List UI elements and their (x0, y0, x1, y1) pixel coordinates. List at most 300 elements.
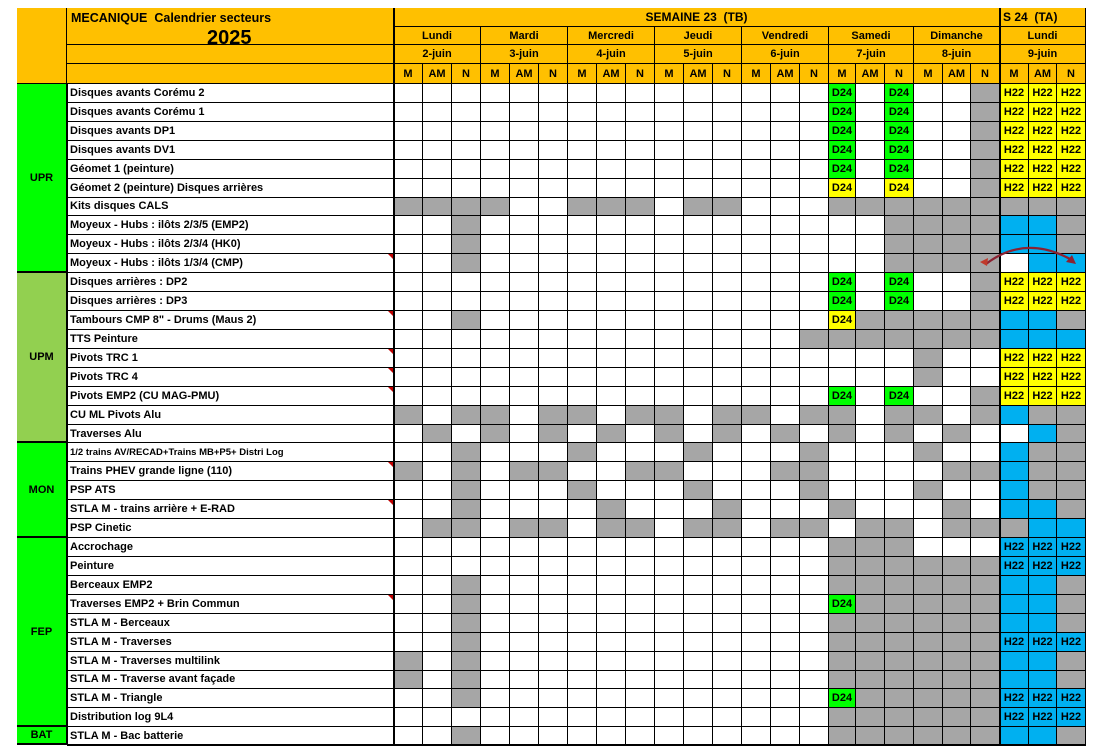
schedule-cell[interactable] (452, 500, 481, 519)
row-label[interactable]: Tambours CMP 8" - Drums (Maus 2) (67, 311, 394, 330)
schedule-cell[interactable] (510, 633, 539, 652)
schedule-cell[interactable] (742, 160, 771, 179)
schedule-cell[interactable] (856, 595, 885, 614)
schedule-cell[interactable] (1000, 671, 1029, 690)
schedule-cell[interactable] (539, 425, 568, 444)
schedule-cell[interactable]: H22 (1000, 84, 1029, 103)
schedule-cell[interactable] (481, 84, 510, 103)
schedule-cell[interactable] (771, 538, 800, 557)
schedule-cell[interactable] (713, 481, 742, 500)
schedule-cell[interactable]: D24 (829, 595, 856, 614)
schedule-cell[interactable] (742, 141, 771, 160)
schedule-cell[interactable] (742, 652, 771, 671)
schedule-cell[interactable] (771, 216, 800, 235)
schedule-cell[interactable] (394, 84, 423, 103)
schedule-cell[interactable] (914, 84, 943, 103)
schedule-cell[interactable] (1057, 462, 1086, 481)
schedule-cell[interactable] (597, 198, 626, 217)
schedule-cell[interactable] (394, 235, 423, 254)
schedule-cell[interactable] (856, 443, 885, 462)
schedule-cell[interactable]: H22 (1057, 368, 1086, 387)
schedule-cell[interactable] (655, 349, 684, 368)
schedule-cell[interactable]: H22 (1000, 292, 1029, 311)
schedule-cell[interactable] (800, 727, 829, 745)
schedule-cell[interactable] (626, 141, 655, 160)
schedule-cell[interactable] (394, 349, 423, 368)
schedule-cell[interactable] (539, 273, 568, 292)
schedule-cell[interactable] (684, 330, 713, 349)
schedule-cell[interactable]: H22 (1000, 708, 1029, 727)
schedule-cell[interactable] (452, 198, 481, 217)
schedule-cell[interactable] (885, 557, 914, 576)
schedule-cell[interactable] (971, 689, 1000, 708)
row-label[interactable]: Moyeux - Hubs : ilôts 1/3/4 (CMP) (67, 254, 394, 273)
schedule-cell[interactable] (481, 689, 510, 708)
schedule-cell[interactable] (885, 330, 914, 349)
schedule-cell[interactable] (914, 160, 943, 179)
schedule-cell[interactable] (1029, 311, 1057, 330)
schedule-cell[interactable] (510, 614, 539, 633)
schedule-cell[interactable] (481, 708, 510, 727)
schedule-cell[interactable] (510, 292, 539, 311)
schedule-cell[interactable] (800, 538, 829, 557)
sector-label-fep[interactable]: FEP (17, 538, 67, 727)
row-label[interactable]: PSP Cinetic (67, 519, 394, 538)
schedule-cell[interactable] (655, 84, 684, 103)
row-label[interactable]: Peinture (67, 557, 394, 576)
schedule-cell[interactable] (539, 160, 568, 179)
schedule-cell[interactable] (829, 349, 856, 368)
schedule-cell[interactable] (856, 368, 885, 387)
schedule-cell[interactable]: H22 (1000, 689, 1029, 708)
shift-header[interactable]: AM (684, 64, 713, 84)
schedule-cell[interactable] (626, 538, 655, 557)
schedule-cell[interactable] (626, 216, 655, 235)
schedule-cell[interactable] (597, 406, 626, 425)
schedule-cell[interactable] (885, 462, 914, 481)
day-date-6[interactable]: 7-juin (829, 45, 914, 64)
schedule-cell[interactable]: H22 (1057, 122, 1086, 141)
schedule-cell[interactable] (423, 633, 452, 652)
schedule-cell[interactable] (800, 368, 829, 387)
schedule-cell[interactable] (1029, 330, 1057, 349)
schedule-cell[interactable] (481, 141, 510, 160)
schedule-cell[interactable] (684, 671, 713, 690)
schedule-cell[interactable] (713, 368, 742, 387)
schedule-cell[interactable] (394, 330, 423, 349)
schedule-cell[interactable] (481, 235, 510, 254)
schedule-cell[interactable] (800, 462, 829, 481)
schedule-cell[interactable] (800, 179, 829, 198)
schedule-cell[interactable] (655, 500, 684, 519)
schedule-cell[interactable] (539, 727, 568, 745)
schedule-cell[interactable] (771, 141, 800, 160)
schedule-cell[interactable] (971, 538, 1000, 557)
row-label[interactable]: Disques arrières : DP2 (67, 273, 394, 292)
schedule-cell[interactable] (885, 614, 914, 633)
schedule-cell[interactable] (568, 727, 597, 745)
schedule-cell[interactable] (914, 538, 943, 557)
schedule-cell[interactable] (655, 292, 684, 311)
schedule-cell[interactable] (568, 292, 597, 311)
schedule-cell[interactable] (510, 103, 539, 122)
schedule-cell[interactable] (713, 254, 742, 273)
schedule-cell[interactable]: H22 (1000, 633, 1029, 652)
schedule-cell[interactable] (423, 481, 452, 500)
schedule-cell[interactable] (856, 122, 885, 141)
schedule-cell[interactable] (655, 216, 684, 235)
schedule-cell[interactable] (742, 198, 771, 217)
schedule-cell[interactable] (771, 708, 800, 727)
schedule-cell[interactable] (655, 141, 684, 160)
schedule-cell[interactable] (568, 614, 597, 633)
schedule-cell[interactable] (800, 576, 829, 595)
schedule-cell[interactable] (771, 576, 800, 595)
schedule-cell[interactable] (856, 216, 885, 235)
schedule-cell[interactable] (713, 689, 742, 708)
schedule-cell[interactable] (971, 425, 1000, 444)
schedule-cell[interactable] (713, 576, 742, 595)
schedule-cell[interactable] (626, 160, 655, 179)
schedule-cell[interactable] (684, 708, 713, 727)
schedule-cell[interactable] (885, 368, 914, 387)
shift-header[interactable]: M (829, 64, 856, 84)
schedule-cell[interactable] (423, 198, 452, 217)
schedule-cell[interactable] (914, 727, 943, 745)
schedule-cell[interactable] (742, 727, 771, 745)
schedule-cell[interactable] (626, 254, 655, 273)
schedule-cell[interactable] (481, 103, 510, 122)
row-label[interactable]: Géomet 1 (peinture) (67, 160, 394, 179)
schedule-cell[interactable] (655, 273, 684, 292)
schedule-cell[interactable] (713, 349, 742, 368)
schedule-cell[interactable] (568, 500, 597, 519)
schedule-cell[interactable] (885, 633, 914, 652)
schedule-cell[interactable] (394, 671, 423, 690)
day-date-5[interactable]: 6-juin (742, 45, 829, 64)
row-label[interactable]: Traverses EMP2 + Brin Commun (67, 595, 394, 614)
schedule-cell[interactable] (481, 254, 510, 273)
schedule-cell[interactable]: D24 (829, 160, 856, 179)
schedule-cell[interactable]: H22 (1029, 633, 1057, 652)
schedule-cell[interactable] (626, 481, 655, 500)
schedule-cell[interactable] (510, 387, 539, 406)
schedule-cell[interactable] (943, 103, 971, 122)
row-label[interactable]: Berceaux EMP2 (67, 576, 394, 595)
schedule-cell[interactable] (856, 481, 885, 500)
schedule-cell[interactable] (771, 406, 800, 425)
schedule-cell[interactable] (1057, 727, 1086, 745)
schedule-cell[interactable] (771, 481, 800, 500)
schedule-cell[interactable] (597, 160, 626, 179)
schedule-cell[interactable] (423, 179, 452, 198)
shift-header[interactable]: AM (510, 64, 539, 84)
schedule-cell[interactable] (626, 576, 655, 595)
schedule-cell[interactable] (539, 406, 568, 425)
schedule-cell[interactable] (597, 216, 626, 235)
schedule-cell[interactable]: H22 (1057, 292, 1086, 311)
schedule-cell[interactable] (885, 708, 914, 727)
schedule-cell[interactable] (914, 330, 943, 349)
schedule-cell[interactable] (943, 141, 971, 160)
schedule-cell[interactable] (1000, 216, 1029, 235)
schedule-cell[interactable] (539, 179, 568, 198)
schedule-cell[interactable] (914, 103, 943, 122)
schedule-cell[interactable] (914, 122, 943, 141)
shift-header[interactable]: AM (856, 64, 885, 84)
schedule-cell[interactable] (1057, 330, 1086, 349)
schedule-cell[interactable] (943, 633, 971, 652)
schedule-cell[interactable]: H22 (1000, 538, 1029, 557)
schedule-cell[interactable]: D24 (885, 160, 914, 179)
schedule-cell[interactable] (829, 368, 856, 387)
schedule-cell[interactable] (394, 538, 423, 557)
schedule-cell[interactable] (971, 671, 1000, 690)
schedule-cell[interactable] (971, 330, 1000, 349)
schedule-cell[interactable] (510, 254, 539, 273)
schedule-cell[interactable]: H22 (1029, 84, 1057, 103)
schedule-cell[interactable] (771, 254, 800, 273)
schedule-cell[interactable] (597, 443, 626, 462)
schedule-cell[interactable] (914, 292, 943, 311)
schedule-cell[interactable] (655, 462, 684, 481)
schedule-cell[interactable] (510, 141, 539, 160)
schedule-cell[interactable]: D24 (829, 84, 856, 103)
schedule-cell[interactable]: H22 (1057, 179, 1086, 198)
shift-header[interactable]: N (800, 64, 829, 84)
schedule-cell[interactable] (771, 368, 800, 387)
schedule-cell[interactable]: H22 (1029, 160, 1057, 179)
schedule-cell[interactable] (771, 273, 800, 292)
schedule-cell[interactable] (510, 500, 539, 519)
schedule-cell[interactable] (423, 216, 452, 235)
schedule-cell[interactable] (800, 235, 829, 254)
schedule-cell[interactable] (914, 557, 943, 576)
schedule-cell[interactable] (568, 198, 597, 217)
schedule-cell[interactable] (452, 538, 481, 557)
schedule-cell[interactable] (713, 198, 742, 217)
schedule-cell[interactable] (626, 103, 655, 122)
schedule-cell[interactable]: H22 (1000, 160, 1029, 179)
schedule-cell[interactable] (539, 349, 568, 368)
schedule-cell[interactable] (771, 292, 800, 311)
schedule-cell[interactable] (771, 160, 800, 179)
schedule-cell[interactable] (971, 198, 1000, 217)
schedule-cell[interactable] (655, 254, 684, 273)
schedule-cell[interactable] (626, 84, 655, 103)
schedule-cell[interactable] (568, 671, 597, 690)
schedule-cell[interactable] (885, 235, 914, 254)
schedule-cell[interactable] (539, 235, 568, 254)
schedule-cell[interactable]: H22 (1057, 160, 1086, 179)
schedule-cell[interactable] (626, 425, 655, 444)
schedule-cell[interactable] (510, 273, 539, 292)
schedule-cell[interactable] (539, 481, 568, 500)
schedule-cell[interactable] (742, 349, 771, 368)
schedule-cell[interactable] (597, 481, 626, 500)
schedule-cell[interactable]: D24 (829, 292, 856, 311)
schedule-cell[interactable]: D24 (829, 141, 856, 160)
schedule-cell[interactable] (856, 103, 885, 122)
schedule-cell[interactable] (856, 462, 885, 481)
schedule-cell[interactable] (742, 595, 771, 614)
schedule-cell[interactable] (452, 689, 481, 708)
schedule-cell[interactable] (914, 500, 943, 519)
schedule-cell[interactable] (655, 595, 684, 614)
schedule-cell[interactable] (684, 652, 713, 671)
schedule-cell[interactable] (452, 141, 481, 160)
schedule-cell[interactable] (914, 311, 943, 330)
schedule-cell[interactable] (626, 462, 655, 481)
schedule-cell[interactable] (568, 216, 597, 235)
schedule-cell[interactable] (684, 425, 713, 444)
schedule-cell[interactable] (771, 425, 800, 444)
schedule-cell[interactable] (423, 614, 452, 633)
schedule-cell[interactable] (626, 595, 655, 614)
schedule-cell[interactable] (394, 652, 423, 671)
schedule-cell[interactable] (914, 481, 943, 500)
schedule-cell[interactable] (394, 443, 423, 462)
schedule-cell[interactable] (481, 671, 510, 690)
schedule-cell[interactable] (452, 160, 481, 179)
schedule-cell[interactable] (481, 652, 510, 671)
schedule-cell[interactable] (713, 292, 742, 311)
schedule-cell[interactable] (713, 500, 742, 519)
schedule-cell[interactable] (539, 576, 568, 595)
schedule-cell[interactable] (971, 141, 1000, 160)
schedule-cell[interactable]: D24 (885, 103, 914, 122)
schedule-cell[interactable] (971, 160, 1000, 179)
schedule-cell[interactable] (539, 614, 568, 633)
schedule-cell[interactable] (885, 443, 914, 462)
schedule-cell[interactable] (943, 179, 971, 198)
schedule-cell[interactable] (655, 179, 684, 198)
schedule-cell[interactable] (1057, 576, 1086, 595)
schedule-cell[interactable] (452, 443, 481, 462)
schedule-cell[interactable] (829, 216, 856, 235)
schedule-cell[interactable] (452, 727, 481, 745)
schedule-cell[interactable] (742, 671, 771, 690)
schedule-cell[interactable] (684, 349, 713, 368)
schedule-cell[interactable] (539, 708, 568, 727)
shift-header[interactable]: AM (943, 64, 971, 84)
schedule-cell[interactable] (452, 652, 481, 671)
schedule-cell[interactable] (626, 273, 655, 292)
schedule-cell[interactable] (800, 292, 829, 311)
schedule-cell[interactable] (829, 330, 856, 349)
schedule-cell[interactable] (423, 671, 452, 690)
schedule-cell[interactable] (568, 443, 597, 462)
schedule-cell[interactable] (1029, 671, 1057, 690)
day-name-1[interactable]: Lundi (394, 27, 481, 45)
schedule-cell[interactable] (800, 425, 829, 444)
schedule-cell[interactable] (481, 595, 510, 614)
row-label[interactable]: Moyeux - Hubs : ilôts 2/3/4 (HK0) (67, 235, 394, 254)
schedule-cell[interactable]: H22 (1057, 103, 1086, 122)
schedule-cell[interactable] (626, 652, 655, 671)
schedule-cell[interactable] (655, 425, 684, 444)
row-label[interactable]: TTS Peinture (67, 330, 394, 349)
schedule-cell[interactable] (943, 519, 971, 538)
schedule-cell[interactable] (394, 689, 423, 708)
schedule-cell[interactable] (856, 708, 885, 727)
schedule-cell[interactable] (394, 292, 423, 311)
schedule-cell[interactable] (597, 141, 626, 160)
row-label[interactable]: Pivots TRC 4 (67, 368, 394, 387)
schedule-cell[interactable] (1029, 425, 1057, 444)
schedule-cell[interactable] (452, 481, 481, 500)
schedule-cell[interactable] (626, 708, 655, 727)
schedule-cell[interactable] (971, 273, 1000, 292)
schedule-cell[interactable] (1029, 198, 1057, 217)
schedule-cell[interactable] (539, 216, 568, 235)
schedule-cell[interactable] (597, 273, 626, 292)
schedule-cell[interactable] (829, 671, 856, 690)
schedule-cell[interactable] (684, 387, 713, 406)
schedule-cell[interactable] (943, 652, 971, 671)
schedule-cell[interactable]: D24 (829, 311, 856, 330)
schedule-cell[interactable] (452, 614, 481, 633)
schedule-cell[interactable] (597, 708, 626, 727)
schedule-cell[interactable] (510, 652, 539, 671)
schedule-cell[interactable] (1029, 727, 1057, 745)
schedule-cell[interactable] (742, 538, 771, 557)
schedule-cell[interactable] (394, 254, 423, 273)
schedule-cell[interactable] (452, 368, 481, 387)
schedule-cell[interactable] (684, 462, 713, 481)
row-label[interactable]: Disques avants Corému 1 (67, 103, 394, 122)
schedule-cell[interactable] (829, 614, 856, 633)
schedule-cell[interactable] (856, 141, 885, 160)
day-name-4[interactable]: Jeudi (655, 27, 742, 45)
schedule-cell[interactable] (655, 103, 684, 122)
day-name-2[interactable]: Mardi (481, 27, 568, 45)
schedule-cell[interactable]: H22 (1000, 387, 1029, 406)
schedule-cell[interactable] (423, 462, 452, 481)
schedule-cell[interactable] (597, 538, 626, 557)
schedule-cell[interactable] (1000, 595, 1029, 614)
schedule-cell[interactable] (742, 500, 771, 519)
schedule-cell[interactable] (597, 519, 626, 538)
schedule-cell[interactable] (971, 103, 1000, 122)
schedule-cell[interactable] (971, 595, 1000, 614)
schedule-cell[interactable] (771, 330, 800, 349)
schedule-cell[interactable] (568, 406, 597, 425)
schedule-cell[interactable] (452, 179, 481, 198)
schedule-cell[interactable] (1057, 216, 1086, 235)
schedule-cell[interactable] (626, 557, 655, 576)
schedule-cell[interactable] (771, 500, 800, 519)
schedule-cell[interactable] (713, 103, 742, 122)
schedule-cell[interactable] (885, 689, 914, 708)
schedule-cell[interactable] (943, 84, 971, 103)
schedule-cell[interactable] (742, 216, 771, 235)
schedule-cell[interactable] (971, 311, 1000, 330)
schedule-cell[interactable] (1000, 519, 1029, 538)
schedule-cell[interactable] (885, 311, 914, 330)
schedule-cell[interactable] (423, 557, 452, 576)
schedule-cell[interactable] (713, 387, 742, 406)
schedule-cell[interactable] (655, 387, 684, 406)
schedule-cell[interactable] (742, 368, 771, 387)
schedule-cell[interactable] (742, 179, 771, 198)
schedule-cell[interactable] (1057, 406, 1086, 425)
schedule-cell[interactable] (943, 330, 971, 349)
schedule-cell[interactable] (914, 179, 943, 198)
schedule-cell[interactable] (626, 235, 655, 254)
schedule-cell[interactable] (971, 462, 1000, 481)
shift-header[interactable]: AM (771, 64, 800, 84)
